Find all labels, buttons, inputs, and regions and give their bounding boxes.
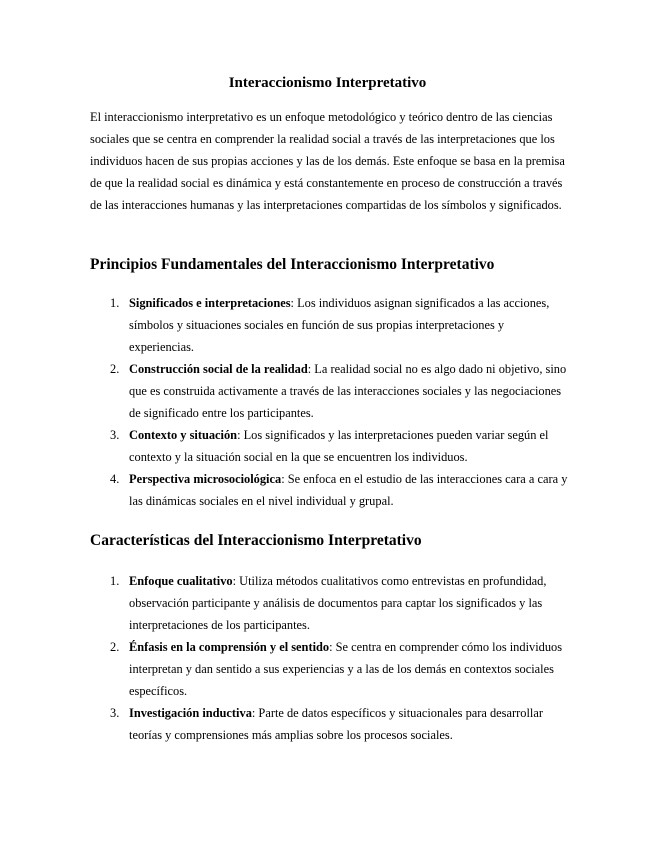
list-item-term: Énfasis en la comprensión y el sentido [129, 640, 330, 654]
list-item-number: 3. [110, 706, 120, 720]
list-item [110, 702, 570, 746]
list-item-number: 1. [110, 574, 120, 588]
list-item [110, 424, 570, 468]
list-item-number: 3. [110, 428, 120, 442]
list-item-term: Significados e interpretaciones [129, 296, 291, 310]
section-heading-principios: Principios Fundamentales del Interaccionismo Interpretativo [90, 256, 495, 273]
list-item-number: 1. [110, 296, 120, 310]
intro-paragraph: El interaccionismo interpretativo es un enfoque metodológico y teórico dentro de las ciencias sociales que se centra en comprender la realidad social a través de las interpretaciones que los individuos hacen de sus propias acciones y las de los demás. Este enfoque se basa en la premisa de que la realidad social es dinámica y está constantemente en proceso de construcción a través de las interacciones humanas y las interpretaciones compartidas de los símbolos y significados. [90, 110, 565, 212]
list-item-term: Contexto y situación [129, 428, 238, 442]
list-item-text: : Parte de datos específicos y situacionales para desarrollar teorías y comprensiones más amplias sobre los procesos sociales. [129, 706, 543, 742]
list-item-term: Investigación inductiva [129, 706, 252, 720]
list-item-number: 2. [110, 362, 120, 376]
list-item [110, 358, 570, 424]
list-item-number: 4. [110, 472, 120, 486]
list-item-text: : Utiliza métodos cualitativos como entrevistas en profundidad, observación participante y análisis de documentos para captar los significados y las interpretaciones de los participantes. [129, 574, 547, 632]
list-item-text: : Los significados y las interpretaciones pueden variar según el contexto y la situación social en la que se encuentren los individuos. [129, 428, 549, 464]
section-heading-caracteristicas: Características del Interaccionismo Interpretativo [90, 532, 422, 549]
list-item-term: Enfoque cualitativo [129, 574, 233, 588]
list-item [110, 570, 570, 636]
list-item-text: : Se enfoca en el estudio de las interacciones cara a cara y las dinámicas sociales en el nivel individual y grupal. [129, 472, 568, 508]
list-item-term: Perspectiva microsociológica [129, 472, 282, 486]
list-item-text: : Se centra en comprender cómo los individuos interpretan y dan sentido a sus experiencias y a las de los demás en contextos sociales específicos. [129, 640, 563, 698]
list-item-number: 2. [110, 640, 120, 654]
list-item-term: Construcción social de la realidad [129, 362, 308, 376]
principios-list [110, 292, 570, 512]
caracteristicas-list [110, 570, 570, 746]
list-item-text: : La realidad social no es algo dado ni objetivo, sino que es construida activamente a través de las interacciones sociales y las negociaciones de significado entre los participantes. [129, 362, 567, 420]
document-title: Interaccionismo Interpretativo [228, 75, 427, 91]
list-item-text: : Los individuos asignan significados a las acciones, símbolos y situaciones sociales en función de sus propias interpretaciones y experiencias. [129, 296, 550, 354]
list-item [110, 636, 570, 702]
list-item [110, 292, 570, 358]
list-item [110, 468, 570, 512]
